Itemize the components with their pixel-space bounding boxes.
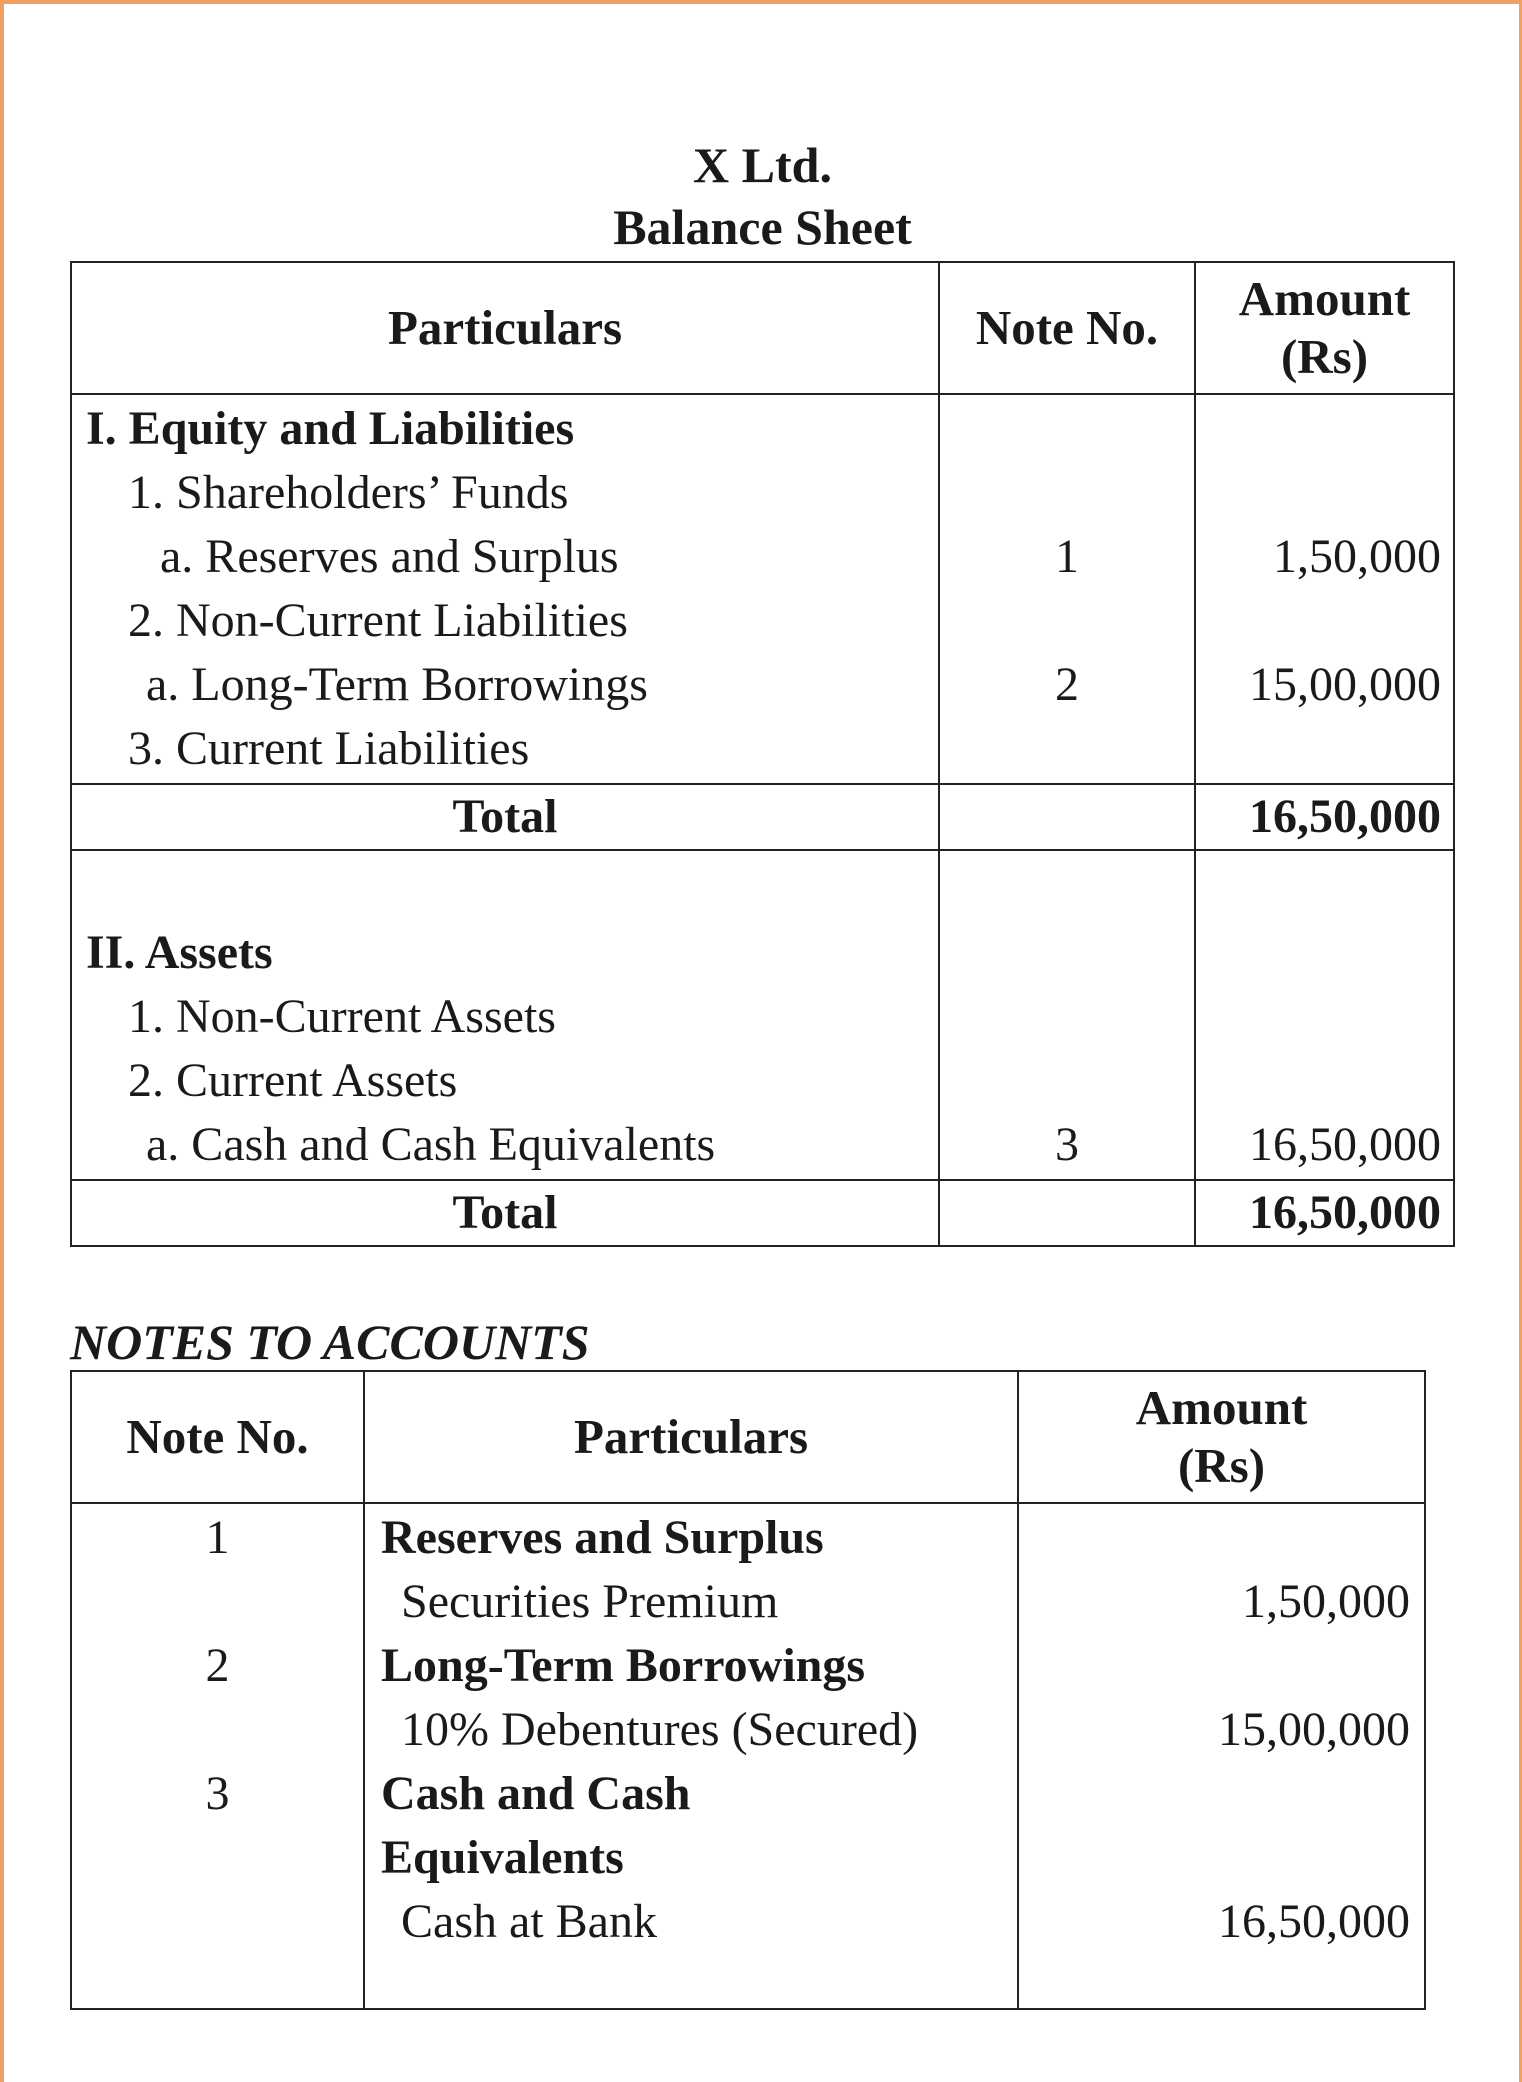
particulars-column [71, 394, 939, 784]
statement-title: Balance Sheet [613, 199, 912, 255]
note-number: 2 [205, 1639, 230, 1692]
particulars-column [71, 850, 939, 1180]
amount-column [1195, 850, 1454, 1180]
note-detail: Cash at Bank [401, 1895, 657, 1948]
notes-table [70, 1370, 1426, 2010]
note-amount: 15,00,000 [1218, 1703, 1410, 1756]
row-note [940, 1049, 1194, 1113]
row-amount: 15,00,000 [1249, 658, 1441, 711]
note-column [939, 394, 1195, 784]
notes-particulars-header: Particulars [364, 1371, 1018, 1503]
particulars-header: Particulars [71, 262, 939, 394]
row-amount [1196, 461, 1441, 525]
note-column [939, 850, 1195, 1180]
notes-particulars-column [364, 1503, 1018, 2009]
total-note [939, 784, 1195, 850]
note-heading: Cash and Cash [381, 1767, 691, 1820]
row-note [940, 589, 1194, 653]
row-label: 1. Shareholders’ Funds [128, 466, 569, 519]
notes-note-no-header: Note No. [71, 1371, 364, 1503]
row-amount [1196, 589, 1441, 653]
row-amount: 1,50,000 [1273, 530, 1441, 583]
row-label: 1. Non-Current Assets [128, 990, 556, 1043]
row-note: 2 [1055, 658, 1079, 711]
total-row [71, 784, 1454, 850]
row-label: a. Long-Term Borrowings [146, 658, 648, 711]
total-amount: 16,50,000 [1195, 1180, 1454, 1246]
notes-amount-header-line1: Amount [1135, 1380, 1308, 1435]
row-label: a. Cash and Cash Equivalents [146, 1118, 716, 1171]
note-number: 3 [205, 1767, 230, 1820]
notes-amount-header [1018, 1371, 1425, 1503]
total-label: Total [71, 784, 939, 850]
notes-amount-header-line2: (Rs) [1177, 1438, 1266, 1493]
amount-header-line1: Amount [1238, 271, 1411, 326]
row-note [940, 461, 1194, 525]
row-amount: 16,50,000 [1249, 1118, 1441, 1171]
balance-sheet-table [70, 261, 1455, 1247]
row-note [940, 985, 1194, 1049]
note-detail: Securities Premium [401, 1575, 779, 1628]
note-number: 1 [205, 1511, 230, 1564]
row-note: 1 [1055, 530, 1079, 583]
notes-heading: NOTES TO ACCOUNTS [70, 1314, 590, 1370]
amount-header-line2: (Rs) [1280, 329, 1369, 384]
balance-sheet-header-row [71, 262, 1454, 394]
total-note [939, 1180, 1195, 1246]
company-name: X Ltd. [693, 137, 832, 193]
total-amount: 16,50,000 [1195, 784, 1454, 850]
note-heading: Reserves and Surplus [381, 1511, 824, 1564]
row-label: 2. Non-Current Liabilities [128, 594, 628, 647]
row-note: 3 [1055, 1118, 1079, 1171]
row-label: a. Reserves and Surplus [160, 530, 619, 583]
note-amount: 1,50,000 [1242, 1575, 1410, 1628]
row-note [940, 717, 1194, 781]
notes-amount-column [1018, 1503, 1425, 2009]
row-amount [1196, 985, 1441, 1049]
amount-column [1195, 394, 1454, 784]
section-heading: I. Equity and Liabilities [86, 402, 575, 455]
assets-section [71, 850, 1454, 1180]
note-heading: Long-Term Borrowings [381, 1639, 866, 1692]
row-label: 2. Current Assets [128, 1054, 458, 1107]
row-amount [1196, 1049, 1441, 1113]
total-row [71, 1180, 1454, 1246]
note-heading-continued: Equivalents [381, 1831, 624, 1884]
note-amount: 16,50,000 [1218, 1895, 1410, 1948]
note-no-header: Note No. [939, 262, 1195, 394]
notes-header-row [71, 1371, 1425, 1503]
notes-body-row [71, 1503, 1425, 2009]
amount-header [1195, 262, 1454, 394]
total-label: Total [71, 1180, 939, 1246]
row-label: 3. Current Liabilities [128, 722, 530, 775]
note-detail: 10% Debentures (Secured) [401, 1703, 919, 1756]
section-heading: II. Assets [86, 926, 273, 979]
row-amount [1196, 717, 1441, 781]
notes-note-column [71, 1503, 364, 2009]
equity-liabilities-section [71, 394, 1454, 784]
